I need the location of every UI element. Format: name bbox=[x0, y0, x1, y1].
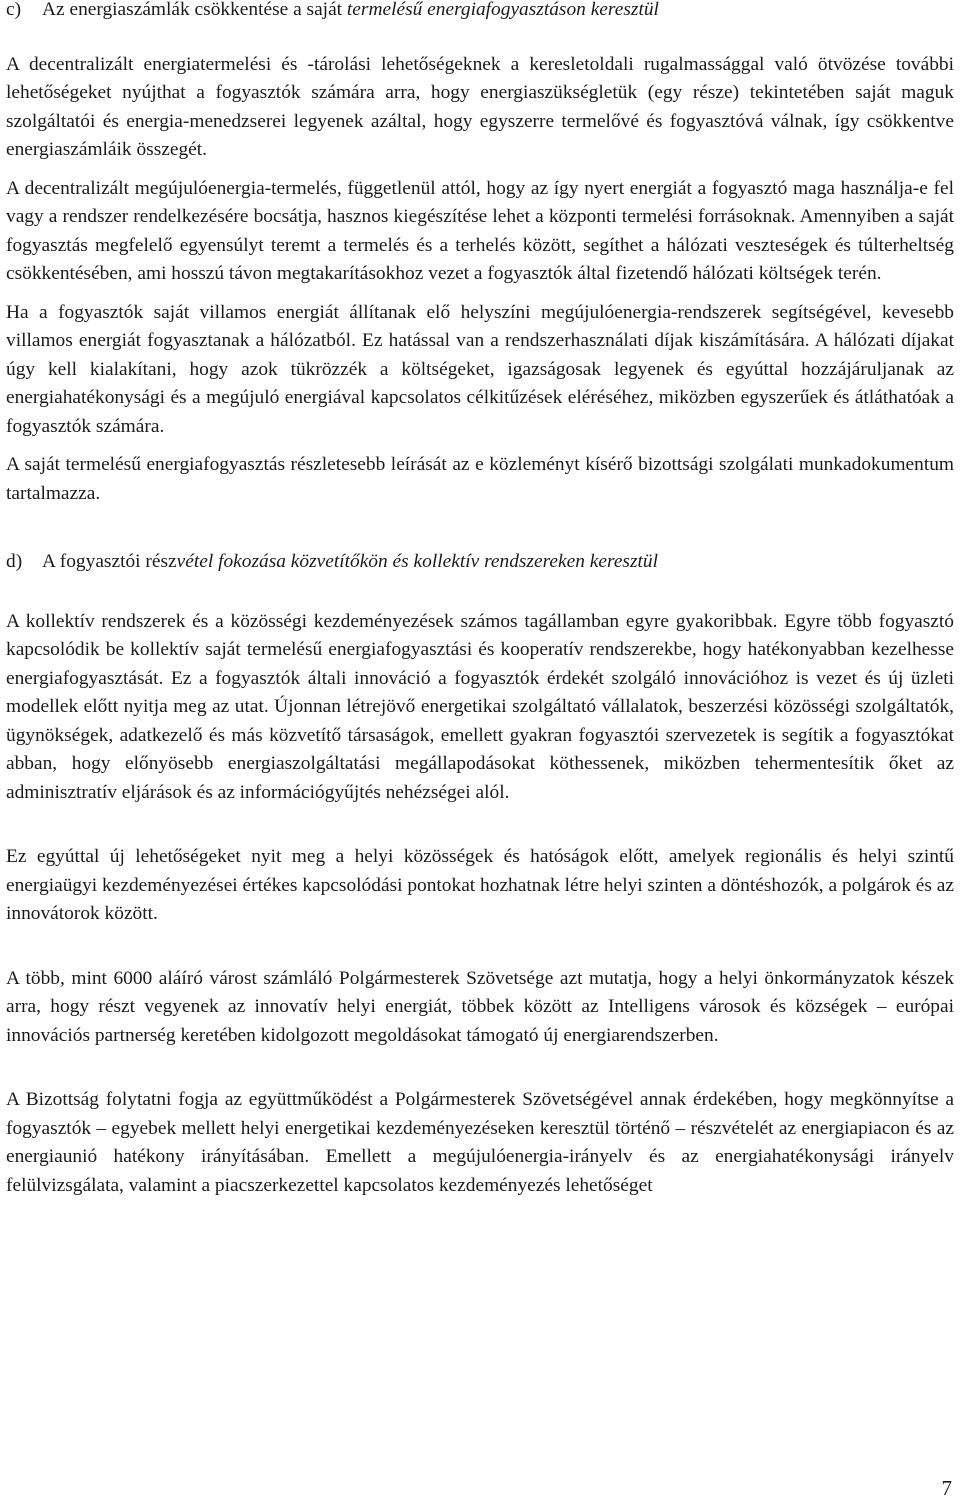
section-c-paragraph-1: A decentralizált energiatermelési és -tárolási lehetőségeknek a keresletoldali rugalmassággal való ötvözése további lehetőségeket nyújthat a fogyasztók számára arra, hogy energiaszükségletük (egy része) tekintetében saját maguk szolgáltatói és energia-menedzserei legyenek azáltal, hogy egyszerre termelővé és fogyasztóvá válnak, így csökkentve energiaszámláik összegét. bbox=[6, 53, 954, 160]
section-c-marker: c) bbox=[6, 0, 22, 20]
section-c-title-italic: termelésű energiafogyasztáson keresztül bbox=[346, 0, 659, 20]
section-c-title: Az energiaszámlák csökkentése a saját bbox=[42, 0, 347, 20]
document-page bbox=[6, 0, 954, 1200]
section-d-paragraph-1: A kollektív rendszerek és a közösségi kezdeményezések számos tagállamban egyre gyakoribbak. Egyre több fogyasztó kapcsolódik be kollektív saját termelésű energiafogyasztási és kooperatív rendszerekbe, hogy hatékonyabban kezelhesse energiafogyasztását. Ez a fogyasztók általi innováció a fogyasztók érdekét szolgáló innovációhoz is vezet és új üzleti modellek előtt nyitja meg az utat. Újonnan létrejövő energetikai szolgáltató vállalatok, beszerzési közösségi szolgáltatók, ügynökségek, adatkezelő és más közvetítő társaságok, emellett gyakran fogyasztói szervezetek is segítik a fogyasztókat abban, hogy előnyösebb energiaszolgáltatási megállapodásokat köthessenek, miközben tehermentesítik őket az adminisztratív eljárások és az információgyűjtés nehézségei alól. bbox=[6, 610, 954, 803]
section-c-paragraph-4: A saját termelésű energiafogyasztás részletesebb leírását az e közleményt kísérő bizottsági szolgálati munkadokumentum tartalmazza. bbox=[6, 454, 954, 504]
section-c-paragraph-3: Ha a fogyasztók saját villamos energiát állítanak elő helyszíni megújulóenergia-rendszerek segítségével, kevesebb villamos energiát fogyasztanak a hálózatból. Ez hatással van a rendszerhasználati díjak kiszámítására. A hálózati díjakat úgy kell kialakítani, hogy azok tükrözzék a költségeket, igazságosak legyenek és egyúttal hozzájáruljanak az energiahatékonysági és a megújuló energiával kapcsolatos célkitűzések eléréséhez, miközben egyszerűek és átláthatóak a fogyasztók számára. bbox=[6, 301, 954, 437]
page-number: 7 bbox=[941, 1476, 952, 1500]
section-d-title-italic: vétel fokozása közvetítőkön és kollektív rendszereken keresztül bbox=[176, 551, 658, 572]
section-d-paragraph-2: Ez egyúttal új lehetőségeket nyit meg a helyi közösségek és hatóságok előtt, amelyek regionális és helyi szintű energiaügyi kezdeményezései értékes kapcsolódási pontokat hozhatnak létre helyi szinten a döntéshozók, a polgárok és az innovátorok között. bbox=[6, 846, 954, 924]
section-d-heading bbox=[6, 548, 954, 577]
section-d-paragraph-4: A Bizottság folytatni fogja az együttműködést a Polgármesterek Szövetségével annak érdekében, hogy megkönnyítse a fogyasztók – egyebek mellett helyi energetikai kezdeményezéseken keresztül történő – részvételét az energiapiacon és az energiaunió hatékony irányításában. Emellett a megújulóenergia-irányelv és az energiahatékonysági irányelv felülvizsgálata, valamint a piacszerkezettel kapcsolatos kezdeményezés lehetőséget bbox=[6, 1089, 954, 1196]
section-c-paragraph-2: A decentralizált megújulóenergia-termelés, függetlenül attól, hogy az így nyert energiát a fogyasztó maga használja-e fel vagy a rendszer rendelkezésére bocsátja, hasznos kiegészítése lehet a központi termelési forrásoknak. Amennyiben a saját fogyasztás megfelelő egyensúlyt teremt a termelés és a terhelés között, segíthet a hálózati veszteségek és túlterheltség csökkentésében, ami hosszú távon megtakarításokhoz vezet a fogyasztók által fizetendő hálózati költségek terén. bbox=[6, 177, 954, 284]
section-d-paragraph-3: A több, mint 6000 aláíró várost számláló Polgármesterek Szövetsége azt mutatja, hogy a helyi önkormányzatok készek arra, hogy részt vegyenek az innovatív helyi energiát, többek között az Intelligens városok és községek – európai innovációs partnerség keretében kidolgozott megoldásokat támogató új energiarendszerben. bbox=[6, 967, 954, 1046]
section-d-title: A fogyasztói rész bbox=[42, 551, 177, 572]
section-d-marker: d) bbox=[6, 551, 23, 572]
section-c-heading bbox=[6, 0, 954, 25]
